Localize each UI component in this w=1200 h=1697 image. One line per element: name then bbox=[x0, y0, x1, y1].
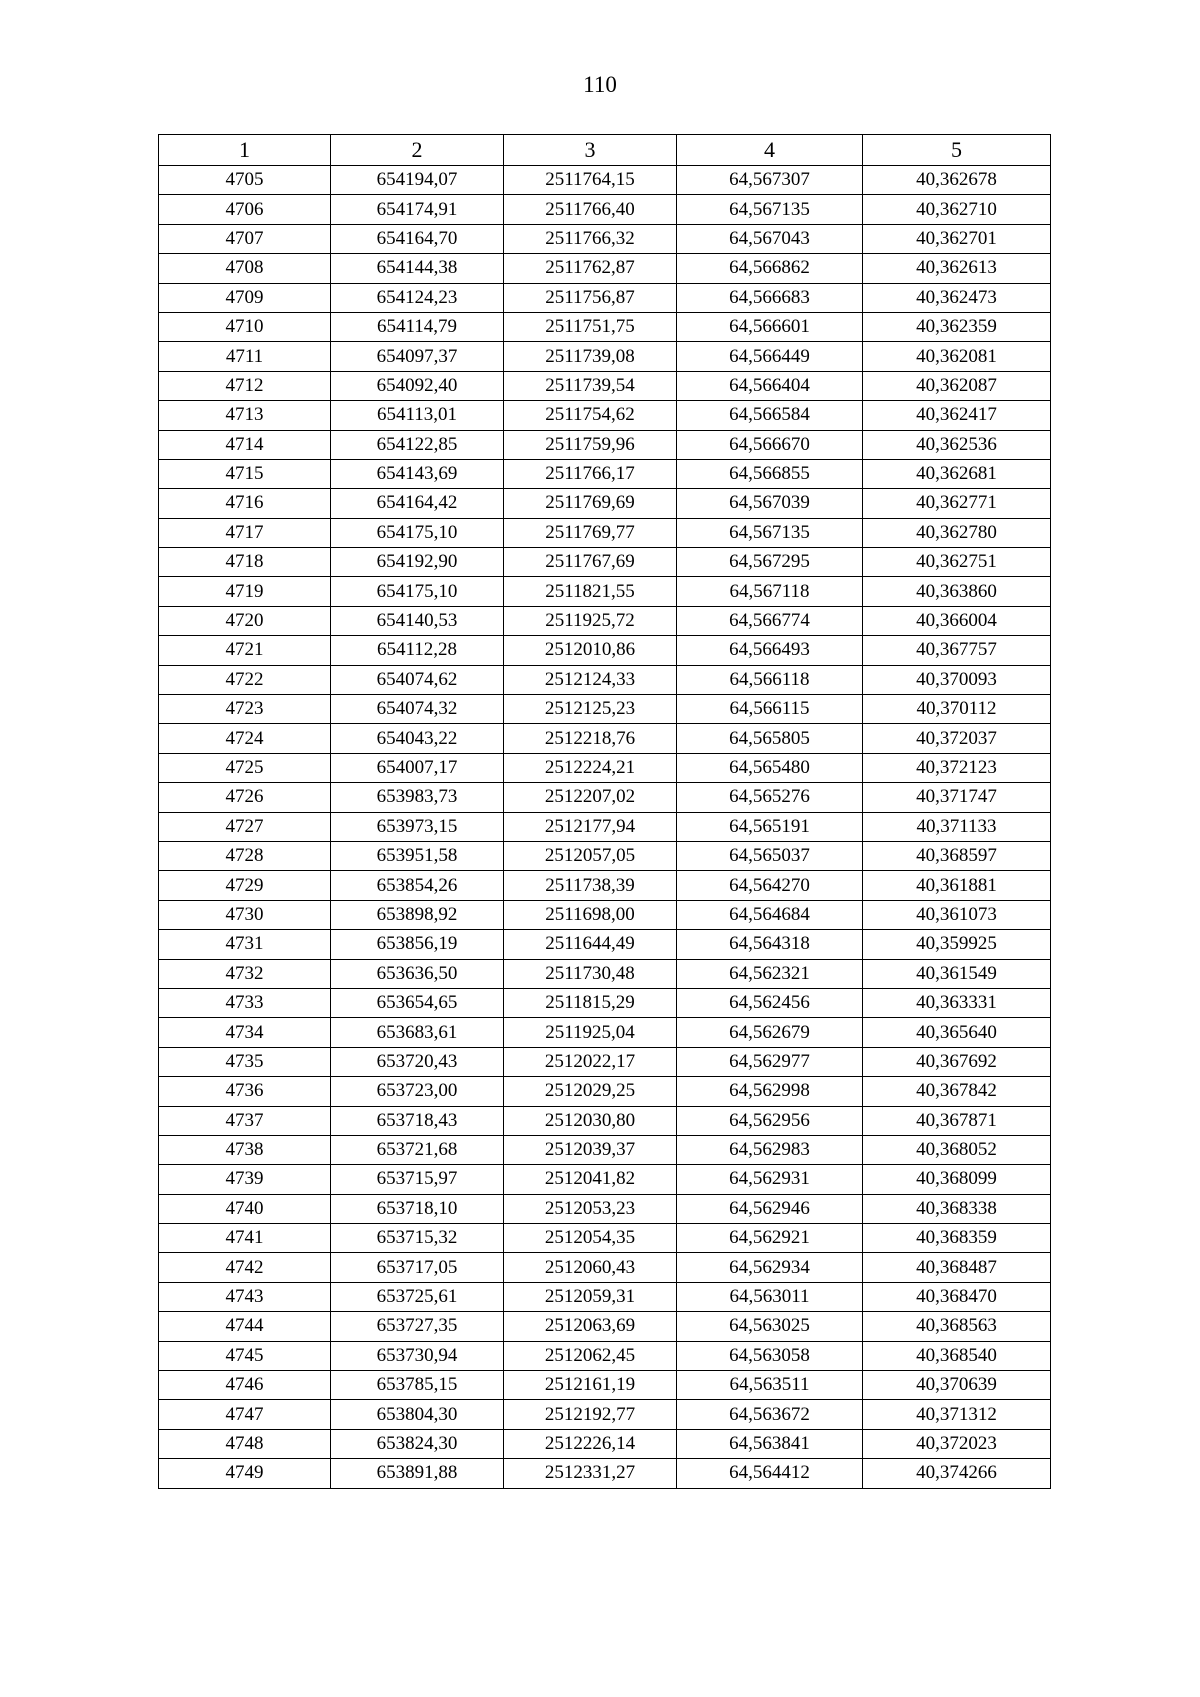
table-cell: 2511769,77 bbox=[504, 518, 677, 547]
table-cell: 2512054,35 bbox=[504, 1224, 677, 1253]
table-cell: 64,565037 bbox=[677, 841, 863, 870]
table-cell: 2511821,55 bbox=[504, 577, 677, 606]
table-cell: 653723,00 bbox=[331, 1077, 504, 1106]
table-cell: 64,562946 bbox=[677, 1194, 863, 1223]
table-cell: 2511739,54 bbox=[504, 371, 677, 400]
table-cell: 4707 bbox=[159, 224, 331, 253]
table-cell: 2512331,27 bbox=[504, 1459, 677, 1488]
table-cell: 2511766,32 bbox=[504, 224, 677, 253]
table-cell: 40,362473 bbox=[863, 283, 1051, 312]
table-cell: 2512125,23 bbox=[504, 695, 677, 724]
table-row bbox=[159, 1400, 1051, 1429]
table-cell: 2511756,87 bbox=[504, 283, 677, 312]
table-cell: 654164,42 bbox=[331, 489, 504, 518]
table-cell: 64,562456 bbox=[677, 988, 863, 1017]
table-cell: 2512030,80 bbox=[504, 1106, 677, 1135]
table-cell: 653951,58 bbox=[331, 841, 504, 870]
table-row bbox=[159, 1429, 1051, 1458]
table-cell: 653824,30 bbox=[331, 1429, 504, 1458]
table-cell: 40,368470 bbox=[863, 1282, 1051, 1311]
table-header bbox=[159, 135, 1051, 166]
table-cell: 654122,85 bbox=[331, 430, 504, 459]
table-cell: 654113,01 bbox=[331, 401, 504, 430]
table-cell: 40,362359 bbox=[863, 312, 1051, 341]
table-cell: 64,566404 bbox=[677, 371, 863, 400]
table-cell: 4717 bbox=[159, 518, 331, 547]
column-header: 3 bbox=[504, 135, 677, 166]
table-cell: 40,370093 bbox=[863, 665, 1051, 694]
table-row bbox=[159, 577, 1051, 606]
table-cell: 653721,68 bbox=[331, 1135, 504, 1164]
table-cell: 40,361073 bbox=[863, 900, 1051, 929]
table-cell: 4742 bbox=[159, 1253, 331, 1282]
table-row bbox=[159, 548, 1051, 577]
table-row bbox=[159, 783, 1051, 812]
table-cell: 2512057,05 bbox=[504, 841, 677, 870]
table-cell: 4739 bbox=[159, 1165, 331, 1194]
table-cell: 2511751,75 bbox=[504, 312, 677, 341]
table-row bbox=[159, 871, 1051, 900]
table-cell: 2512062,45 bbox=[504, 1341, 677, 1370]
table-cell: 64,562679 bbox=[677, 1018, 863, 1047]
table-cell: 4705 bbox=[159, 166, 331, 195]
table-cell: 653718,10 bbox=[331, 1194, 504, 1223]
table-cell: 2511925,72 bbox=[504, 606, 677, 635]
table-cell: 40,361549 bbox=[863, 959, 1051, 988]
table-cell: 2511739,08 bbox=[504, 342, 677, 371]
table-row bbox=[159, 1077, 1051, 1106]
table-row bbox=[159, 724, 1051, 753]
table-cell: 64,564684 bbox=[677, 900, 863, 929]
table-cell: 2512022,17 bbox=[504, 1047, 677, 1076]
table-cell: 654143,69 bbox=[331, 459, 504, 488]
table-cell: 654164,70 bbox=[331, 224, 504, 253]
table-cell: 653898,92 bbox=[331, 900, 504, 929]
table-cell: 64,566774 bbox=[677, 606, 863, 635]
table-cell: 40,362613 bbox=[863, 254, 1051, 283]
table-row bbox=[159, 841, 1051, 870]
table-row bbox=[159, 1253, 1051, 1282]
table-cell: 64,567307 bbox=[677, 166, 863, 195]
table-cell: 64,565191 bbox=[677, 812, 863, 841]
table-cell: 653715,32 bbox=[331, 1224, 504, 1253]
table-cell: 654112,28 bbox=[331, 636, 504, 665]
table-row bbox=[159, 1459, 1051, 1488]
table-cell: 40,362681 bbox=[863, 459, 1051, 488]
table-cell: 64,565480 bbox=[677, 753, 863, 782]
table-cell: 653854,26 bbox=[331, 871, 504, 900]
table-cell: 40,368338 bbox=[863, 1194, 1051, 1223]
table-cell: 64,562934 bbox=[677, 1253, 863, 1282]
table-cell: 4715 bbox=[159, 459, 331, 488]
table-row bbox=[159, 254, 1051, 283]
table-cell: 4719 bbox=[159, 577, 331, 606]
table-cell: 4732 bbox=[159, 959, 331, 988]
table-cell: 64,562983 bbox=[677, 1135, 863, 1164]
table-cell: 64,563058 bbox=[677, 1341, 863, 1370]
table-cell: 654043,22 bbox=[331, 724, 504, 753]
table-cell: 64,566601 bbox=[677, 312, 863, 341]
table-cell: 653983,73 bbox=[331, 783, 504, 812]
table-cell: 4711 bbox=[159, 342, 331, 371]
table-cell: 64,562931 bbox=[677, 1165, 863, 1194]
table-cell: 2511766,17 bbox=[504, 459, 677, 488]
table-cell: 2511769,69 bbox=[504, 489, 677, 518]
table-cell: 40,368597 bbox=[863, 841, 1051, 870]
table-cell: 4749 bbox=[159, 1459, 331, 1488]
table-cell: 2512218,76 bbox=[504, 724, 677, 753]
table-cell: 4746 bbox=[159, 1371, 331, 1400]
table-cell: 4710 bbox=[159, 312, 331, 341]
table-cell: 2511730,48 bbox=[504, 959, 677, 988]
table-cell: 654192,90 bbox=[331, 548, 504, 577]
table-cell: 2512124,33 bbox=[504, 665, 677, 694]
table-cell: 2512041,82 bbox=[504, 1165, 677, 1194]
table-cell: 40,362751 bbox=[863, 548, 1051, 577]
table-row bbox=[159, 283, 1051, 312]
table-cell: 40,374266 bbox=[863, 1459, 1051, 1488]
table-row bbox=[159, 401, 1051, 430]
column-header: 5 bbox=[863, 135, 1051, 166]
table-cell: 4741 bbox=[159, 1224, 331, 1253]
table-row bbox=[159, 1047, 1051, 1076]
table-row bbox=[159, 518, 1051, 547]
table-row bbox=[159, 1312, 1051, 1341]
table-cell: 654124,23 bbox=[331, 283, 504, 312]
table-cell: 40,370639 bbox=[863, 1371, 1051, 1400]
table-row bbox=[159, 930, 1051, 959]
table-cell: 2512060,43 bbox=[504, 1253, 677, 1282]
table-cell: 4708 bbox=[159, 254, 331, 283]
table-row bbox=[159, 1282, 1051, 1311]
table-cell: 40,362678 bbox=[863, 166, 1051, 195]
table-cell: 40,361881 bbox=[863, 871, 1051, 900]
table-cell: 40,362701 bbox=[863, 224, 1051, 253]
table-cell: 4745 bbox=[159, 1341, 331, 1370]
table-cell: 64,563841 bbox=[677, 1429, 863, 1458]
table-cell: 654194,07 bbox=[331, 166, 504, 195]
table-cell: 4728 bbox=[159, 841, 331, 870]
table-row bbox=[159, 812, 1051, 841]
table-cell: 4712 bbox=[159, 371, 331, 400]
table-row bbox=[159, 1341, 1051, 1370]
table-cell: 64,566670 bbox=[677, 430, 863, 459]
table-cell: 40,359925 bbox=[863, 930, 1051, 959]
table-cell: 4706 bbox=[159, 195, 331, 224]
table-cell: 64,562998 bbox=[677, 1077, 863, 1106]
table-cell: 653804,30 bbox=[331, 1400, 504, 1429]
table-cell: 64,566584 bbox=[677, 401, 863, 430]
table-cell: 2512039,37 bbox=[504, 1135, 677, 1164]
table-body bbox=[159, 166, 1051, 1489]
column-header: 4 bbox=[677, 135, 863, 166]
table-cell: 4725 bbox=[159, 753, 331, 782]
table-cell: 654175,10 bbox=[331, 518, 504, 547]
table-cell: 2511764,15 bbox=[504, 166, 677, 195]
table-cell: 64,566115 bbox=[677, 695, 863, 724]
table-cell: 40,372123 bbox=[863, 753, 1051, 782]
table-cell: 64,566118 bbox=[677, 665, 863, 694]
table-row bbox=[159, 959, 1051, 988]
table-cell: 2512192,77 bbox=[504, 1400, 677, 1429]
table-row bbox=[159, 1018, 1051, 1047]
table-cell: 4709 bbox=[159, 283, 331, 312]
table-row bbox=[159, 1224, 1051, 1253]
table-cell: 654007,17 bbox=[331, 753, 504, 782]
table-cell: 64,567039 bbox=[677, 489, 863, 518]
table-cell: 64,567043 bbox=[677, 224, 863, 253]
table-cell: 40,368359 bbox=[863, 1224, 1051, 1253]
table-cell: 2512207,02 bbox=[504, 783, 677, 812]
table-cell: 40,365640 bbox=[863, 1018, 1051, 1047]
table-cell: 64,562956 bbox=[677, 1106, 863, 1135]
table-cell: 654114,79 bbox=[331, 312, 504, 341]
table-cell: 654144,38 bbox=[331, 254, 504, 283]
table-cell: 4727 bbox=[159, 812, 331, 841]
table-cell: 653973,15 bbox=[331, 812, 504, 841]
table-row bbox=[159, 1165, 1051, 1194]
table-cell: 4726 bbox=[159, 783, 331, 812]
table-cell: 40,362087 bbox=[863, 371, 1051, 400]
table-cell: 4723 bbox=[159, 695, 331, 724]
table-row bbox=[159, 489, 1051, 518]
table-cell: 40,362710 bbox=[863, 195, 1051, 224]
table-cell: 40,367692 bbox=[863, 1047, 1051, 1076]
table-cell: 653683,61 bbox=[331, 1018, 504, 1047]
table-cell: 40,367842 bbox=[863, 1077, 1051, 1106]
table-cell: 64,564412 bbox=[677, 1459, 863, 1488]
page-number: 110 bbox=[583, 72, 617, 97]
table-cell: 654174,91 bbox=[331, 195, 504, 224]
table-row bbox=[159, 988, 1051, 1017]
table-cell: 4735 bbox=[159, 1047, 331, 1076]
table-cell: 40,367757 bbox=[863, 636, 1051, 665]
table-cell: 64,567135 bbox=[677, 518, 863, 547]
table-row bbox=[159, 606, 1051, 635]
table-cell: 4747 bbox=[159, 1400, 331, 1429]
table-cell: 64,562321 bbox=[677, 959, 863, 988]
table-cell: 654097,37 bbox=[331, 342, 504, 371]
table-cell: 4716 bbox=[159, 489, 331, 518]
table-cell: 40,368052 bbox=[863, 1135, 1051, 1164]
table-cell: 4736 bbox=[159, 1077, 331, 1106]
table-cell: 2512059,31 bbox=[504, 1282, 677, 1311]
table-cell: 4722 bbox=[159, 665, 331, 694]
table-cell: 2511766,40 bbox=[504, 195, 677, 224]
table-cell: 40,363860 bbox=[863, 577, 1051, 606]
table-row bbox=[159, 166, 1051, 195]
table-cell: 4731 bbox=[159, 930, 331, 959]
table-cell: 2511767,69 bbox=[504, 548, 677, 577]
table-row bbox=[159, 195, 1051, 224]
table-cell: 2511754,62 bbox=[504, 401, 677, 430]
table-cell: 40,371747 bbox=[863, 783, 1051, 812]
table-cell: 4744 bbox=[159, 1312, 331, 1341]
table-cell: 4713 bbox=[159, 401, 331, 430]
table-cell: 40,372023 bbox=[863, 1429, 1051, 1458]
table-cell: 2511815,29 bbox=[504, 988, 677, 1017]
table-cell: 64,564318 bbox=[677, 930, 863, 959]
table-row bbox=[159, 636, 1051, 665]
table-cell: 64,565276 bbox=[677, 783, 863, 812]
table-cell: 653636,50 bbox=[331, 959, 504, 988]
table-row bbox=[159, 371, 1051, 400]
coordinates-table bbox=[158, 134, 1051, 1489]
table-row bbox=[159, 342, 1051, 371]
table-cell: 40,362536 bbox=[863, 430, 1051, 459]
table-row bbox=[159, 665, 1051, 694]
table-cell: 654074,32 bbox=[331, 695, 504, 724]
table-cell: 40,362771 bbox=[863, 489, 1051, 518]
table-cell: 64,566493 bbox=[677, 636, 863, 665]
table-cell: 64,563511 bbox=[677, 1371, 863, 1400]
table-cell: 2512226,14 bbox=[504, 1429, 677, 1458]
table-cell: 4748 bbox=[159, 1429, 331, 1458]
table-row bbox=[159, 1135, 1051, 1164]
table-cell: 653654,65 bbox=[331, 988, 504, 1017]
table-cell: 4729 bbox=[159, 871, 331, 900]
table-cell: 40,371133 bbox=[863, 812, 1051, 841]
table-cell: 4724 bbox=[159, 724, 331, 753]
table-row bbox=[159, 900, 1051, 929]
table-row bbox=[159, 1194, 1051, 1223]
table-cell: 653730,94 bbox=[331, 1341, 504, 1370]
table-cell: 64,566855 bbox=[677, 459, 863, 488]
table-cell: 40,370112 bbox=[863, 695, 1051, 724]
table-cell: 2511738,39 bbox=[504, 871, 677, 900]
table-cell: 653720,43 bbox=[331, 1047, 504, 1076]
column-header: 2 bbox=[331, 135, 504, 166]
table-cell: 2512224,21 bbox=[504, 753, 677, 782]
table-cell: 64,566862 bbox=[677, 254, 863, 283]
table-cell: 2511925,04 bbox=[504, 1018, 677, 1047]
table-cell: 64,567295 bbox=[677, 548, 863, 577]
table-cell: 40,368099 bbox=[863, 1165, 1051, 1194]
table-row bbox=[159, 753, 1051, 782]
table-cell: 653725,61 bbox=[331, 1282, 504, 1311]
table-row bbox=[159, 224, 1051, 253]
table-cell: 653891,88 bbox=[331, 1459, 504, 1488]
column-header: 1 bbox=[159, 135, 331, 166]
table-cell: 4714 bbox=[159, 430, 331, 459]
table-cell: 64,563025 bbox=[677, 1312, 863, 1341]
table-cell: 40,366004 bbox=[863, 606, 1051, 635]
table-cell: 40,362780 bbox=[863, 518, 1051, 547]
table-cell: 40,362417 bbox=[863, 401, 1051, 430]
table-row bbox=[159, 1371, 1051, 1400]
table-cell: 4734 bbox=[159, 1018, 331, 1047]
table-cell: 40,372037 bbox=[863, 724, 1051, 753]
header-row bbox=[159, 135, 1051, 166]
table-cell: 2512177,94 bbox=[504, 812, 677, 841]
table-cell: 4718 bbox=[159, 548, 331, 577]
table-cell: 4737 bbox=[159, 1106, 331, 1135]
table-cell: 64,562977 bbox=[677, 1047, 863, 1076]
table-cell: 2512010,86 bbox=[504, 636, 677, 665]
table-cell: 64,567118 bbox=[677, 577, 863, 606]
table-cell: 2511762,87 bbox=[504, 254, 677, 283]
table-cell: 64,566683 bbox=[677, 283, 863, 312]
table-cell: 4720 bbox=[159, 606, 331, 635]
table-cell: 2511698,00 bbox=[504, 900, 677, 929]
table-cell: 40,368563 bbox=[863, 1312, 1051, 1341]
table-cell: 654175,10 bbox=[331, 577, 504, 606]
table-cell: 2512029,25 bbox=[504, 1077, 677, 1106]
table-cell: 2512053,23 bbox=[504, 1194, 677, 1223]
table-cell: 653717,05 bbox=[331, 1253, 504, 1282]
table-cell: 654140,53 bbox=[331, 606, 504, 635]
table-cell: 653715,97 bbox=[331, 1165, 504, 1194]
table-row bbox=[159, 430, 1051, 459]
table-cell: 64,567135 bbox=[677, 195, 863, 224]
table-cell: 653727,35 bbox=[331, 1312, 504, 1341]
table-cell: 2511759,96 bbox=[504, 430, 677, 459]
table-cell: 64,564270 bbox=[677, 871, 863, 900]
table-cell: 40,368540 bbox=[863, 1341, 1051, 1370]
table-cell: 40,363331 bbox=[863, 988, 1051, 1017]
table-cell: 40,371312 bbox=[863, 1400, 1051, 1429]
table-cell: 4721 bbox=[159, 636, 331, 665]
table-cell: 653856,19 bbox=[331, 930, 504, 959]
table-cell: 40,368487 bbox=[863, 1253, 1051, 1282]
table-row bbox=[159, 312, 1051, 341]
table-cell: 40,367871 bbox=[863, 1106, 1051, 1135]
table-cell: 4743 bbox=[159, 1282, 331, 1311]
table-cell: 653785,15 bbox=[331, 1371, 504, 1400]
table-cell: 653718,43 bbox=[331, 1106, 504, 1135]
table-cell: 64,563672 bbox=[677, 1400, 863, 1429]
table-cell: 4733 bbox=[159, 988, 331, 1017]
table-cell: 40,362081 bbox=[863, 342, 1051, 371]
table-cell: 2512063,69 bbox=[504, 1312, 677, 1341]
table-cell: 64,562921 bbox=[677, 1224, 863, 1253]
table-cell: 654092,40 bbox=[331, 371, 504, 400]
table-cell: 2512161,19 bbox=[504, 1371, 677, 1400]
table-row bbox=[159, 1106, 1051, 1135]
table-cell: 64,565805 bbox=[677, 724, 863, 753]
table-cell: 64,566449 bbox=[677, 342, 863, 371]
table-cell: 64,563011 bbox=[677, 1282, 863, 1311]
table-row bbox=[159, 695, 1051, 724]
table-cell: 654074,62 bbox=[331, 665, 504, 694]
table-cell: 4730 bbox=[159, 900, 331, 929]
table-cell: 4740 bbox=[159, 1194, 331, 1223]
table-cell: 2511644,49 bbox=[504, 930, 677, 959]
table-row bbox=[159, 459, 1051, 488]
table-cell: 4738 bbox=[159, 1135, 331, 1164]
